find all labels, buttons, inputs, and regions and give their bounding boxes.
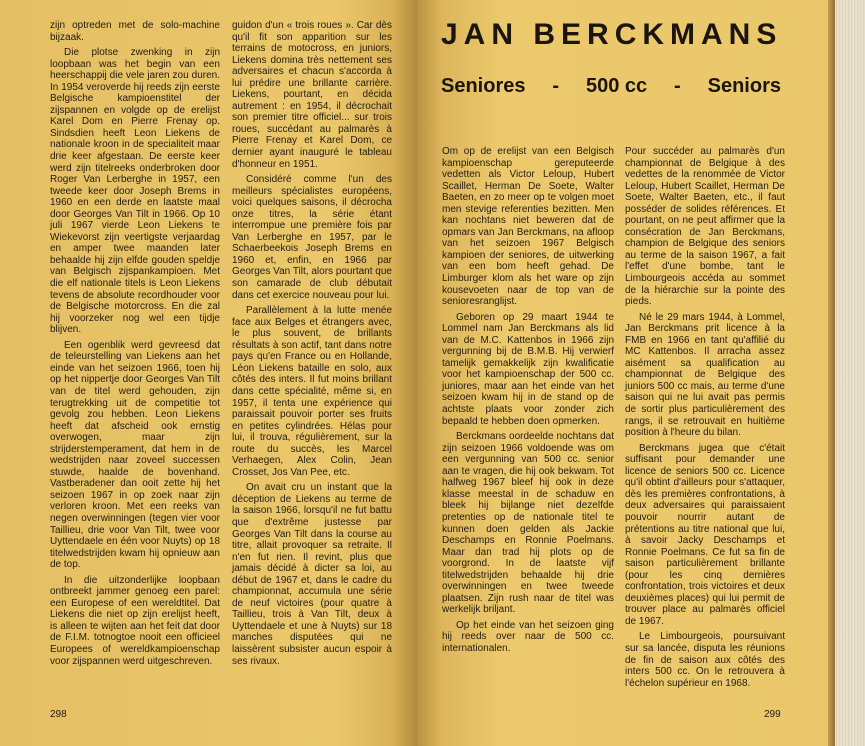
subtitle-part: 500 cc <box>585 75 648 97</box>
right-page-french-column <box>625 146 785 693</box>
paragraph: Berckmans oordeelde nochtans dat zijn seizoen 1966 voldoende was om een vergunning van 500 cc. senior aan te vragen, die hij ook bekwam. Tot halfweg 1967 bleef hij ook in deze klasse meestal in de schaduw en bleek hij bijlange niet dezelfde pretenties op de nationale titel te kunnen doen gelden als Jackie Deschamps en Ronnie Poelmans. Maar dan trad hij plots op de voorgrond. In de laatste vijf titelwedstrijden behaalde hij drie overwinningen en twee tweede plaatsen. Zijn rush naar de titel was werkelijk briljant. <box>442 431 614 616</box>
paragraph: Parallèlement à la lutte menée face aux Belges et étrangers avec, le plus souvent, de brillants résultats à son actif, tant dans notre pays qu'en France ou en Hollande, Léon Liekens bataille en solo, aux côtés des inters. Il fut moins brillant dans cette spécialité, même si, en 1957, il tenta une expérience qui paraissait pouvoir porter ses fruits en petites cylindrées. Hélas pour lui, il trouva, régulièrement, sur la route du succès, les Marcel Verhaegen, Alex Colin, Jean Crosset, Jos Van Pee, etc. <box>232 305 392 478</box>
left-page-dutch-column <box>50 20 220 671</box>
right-page-dutch-column <box>442 146 614 659</box>
paragraph: Considéré comme l'un des meilleurs spécialistes européens, voici quelques saisons, il décrocha onze titres, la série étant interrompue une première fois par Van Lerberghe en 1957, par le Schaerbeekois Joseph Brems en 1960 et, enfin, en 1966 par Georges Van Tilt, alors pourtant que son camarade de club débutait dans cet exercice nouveau pour lui. <box>232 174 392 301</box>
subtitle-separator: - <box>552 75 560 97</box>
paragraph: guidon d'un « trois roues ». Car dès qu'il fit son apparition sur les terrains de motocross, en juniors, Liekens domina très nettement ses adversaires et chacun s'accorda à lui prédire une brillante carrière. Liekens, pourtant, en décida autrement : en 1954, il décrochait son premier titre officiel... sur trois roues, succédant au palmarès à Pierre Frenay et Karel Dom, ce dernier ayant inauguré le tableau d'honneur en 1951. <box>232 20 392 170</box>
subtitle-part: Seniores <box>441 75 526 97</box>
paragraph: In die uitzonderlijke loopbaan ontbreekt jammer genoeg een parel: een Europese of een wereldtitel. Dat Liekens die niet op zijn erelijst heeft, is alleen te wijten aan het feit dat door de F.I.M. totnogtoe nooit een officieel Europees of wereldkampioenschap voor zijspannen werd uitgeschreven. <box>50 574 220 667</box>
page-number: 298 <box>50 709 67 720</box>
paragraph: On avait cru un instant que la déception de Liekens au terme de la saison 1966, lorsqu'il ne fut battu que d'extrême justesse par Georges Van Tilt dans la course au titre, allait provoquer sa retraite. Il n'en fut rien. Il revint, plus que jamais décidé à dicter sa loi, au début de 1967 et, dans le cadre du championnat, accumula une série de neuf victoires (pour quatre à Taillieu, trois à Van Tilt, deux à Uyttendaele et une à Nuyts) sur 18 manches disputées qui ne laissèrent subsister aucun espoir à ses rivaux. <box>232 482 392 667</box>
paragraph: Pour succéder au palmarès d'un championnat de Belgique à des vedettes de la renommée de Victor Leloup, Hubert Scaillet, Herman De Soete, Walter Baeten, etc., il faut posséder de solides références. Et pourtant, on ne peut affirmer que la consécration de Jan Berckmans, champion de Belgique des seniors au terme de la saison 1967, a fait l'effet d'une bombe, tant le Limbourgeois accéda au sommet de la hiérarchie sur la pointe des pieds. <box>625 146 785 308</box>
paragraph: Berckmans jugea que c'était suffisant pour demander une licence de seniors 500 cc. Licence qu'il obtint d'ailleurs pour s'attaquer, dès les premières confrontations, à deux adversaires qui paraissaient pouvoir nourrir autant de prétentions au titre national que lui, à savoir Jacky Deschamps et Ronnie Poelmans. Ce fut sa fin de saison particulièrement brillante (pour les cinq dernières confrontation, trois victoires et deux deuxièmes places) qui lui permit de trouver place au palmarès officiel de 1967. <box>625 442 785 627</box>
subtitle-separator: - <box>674 75 681 97</box>
paragraph: Een ogenblik werd gevreesd dat de teleurstelling van Liekens aan het einde van het seizoen 1966, toen hij op het nippertje door Georges Van Tilt van de titel werd gehouden, zijn terugtrekking uit de competitie tot gevolg zou hebben. Leon Liekens heeft dat afscheid ook ernstig overwogen, maar zijn strijderstemperament, dat hem in de wedstrijden naar zoveel successen stuwde, haalde de bovenhand. Vastberadener dan ooit zette hij het seizoen 1967 in op zoek naar zijn verloren kroon. Met een reeks van negen overwinningen (tegen vier voor Taillieu, drie voor Van Tilt, twee voor Uyttendaele en één voor Nuyts) op 18 titelwedstrijden kwam hij opnieuw aan de top. <box>50 339 220 571</box>
left-page <box>0 0 417 746</box>
paragraph: Geboren op 29 maart 1944 te Lommel nam Jan Berckmans als lid van de M.C. Kattenbos in 1966 zijn vergunning bij de B.M.B. Hij verwierf tamelijk gemakkelijk zijn kwalificatie voor het kampioenschap der 500 cc. juniores, maar aan het einde van het seizoen kwam hij in de stand op de achtste plaats voor zonder zich bepaald te hebben doen opmerken. <box>442 311 614 427</box>
paragraph: Die plotse zwenking in zijn loopbaan was het begin van een heerschappij die vele jaren zou duren. In 1954 veroverde hij reeds zijn eerste Belgische kampioenstitel der zijspannen en volgde op de erelijst Karel Dom en Pierre Frenay op. Sindsdien heeft Leon Liekens de nationale kroon in de specialiteit maar drie keer afgestaan. De eerste keer werd zijn titelreeks onderbroken door Roger Van Lerberghe in 1957, een tweede keer door Joseph Brems in 1960 en een derde en laatste maal door Georges Van Tilt in 1966. Op 10 juli 1967 vierde Leon Liekens te Wiekevorst zijn veertigste verjaardag en amper twee maanden later behaalde hij zijn elfde gouden speldje van Belgisch zijspankampioen. Met die elf nationale titels is Leon Liekens tevens de absolute recordhouder voor de Belgische motorcross. En die zal hij voorzeker nog wel een tijdje blijven. <box>50 47 220 336</box>
article-subtitle <box>441 75 781 98</box>
subtitle-part: Seniors <box>707 75 781 97</box>
paragraph: Om op de erelijst van een Belgisch kampioenschap gereputeerde vedetten als Victor Leloup, Hubert Scaillet, Herman De Soete, Walter Baeten, en zo meer op te volgen moet men stevige referenties bezitten. Men kan nochtans niet beweren dat de opmars van Jan Berckmans, na afloop van het seizoen 1967 Belgisch kampioen der seniores, de uitwerking van een bom heeft gehad. De Limburger klom als het ware op zijn kousevoeten naar de top van de senioresranglijst. <box>442 146 614 308</box>
paragraph: zijn optreden met de solo-machine bijzaak. <box>50 20 220 43</box>
left-page-french-column <box>232 20 392 671</box>
book-page-edges <box>835 0 865 746</box>
right-page <box>417 0 835 746</box>
paragraph: Op het einde van het seizoen ging hij reeds over naar de 500 cc. internationalen. <box>442 619 614 654</box>
paragraph: Né le 29 mars 1944, à Lommel, Jan Berckmans prit licence à la FMB en 1966 en tant qu'affilié du MC Kattenbos. Il arracha assez aisément sa qualification au championnat de Belgique des juniors 500 cc mais, au terme d'une saison qui ne lui avait pas permis de sortir plus particulièrement des rangs, il se retrouvait en huitième position à l'heure du bilan. <box>625 311 785 439</box>
page-number: 299 <box>764 709 781 720</box>
article-title: JAN BERCKMANS <box>441 18 783 51</box>
paragraph: Le Limbourgeois, poursuivant sur sa lancée, disputa les réunions de fin de saison aux côtés des inters 500 cc. On le retrouvera à l'échelon supérieur en 1968. <box>625 631 785 689</box>
